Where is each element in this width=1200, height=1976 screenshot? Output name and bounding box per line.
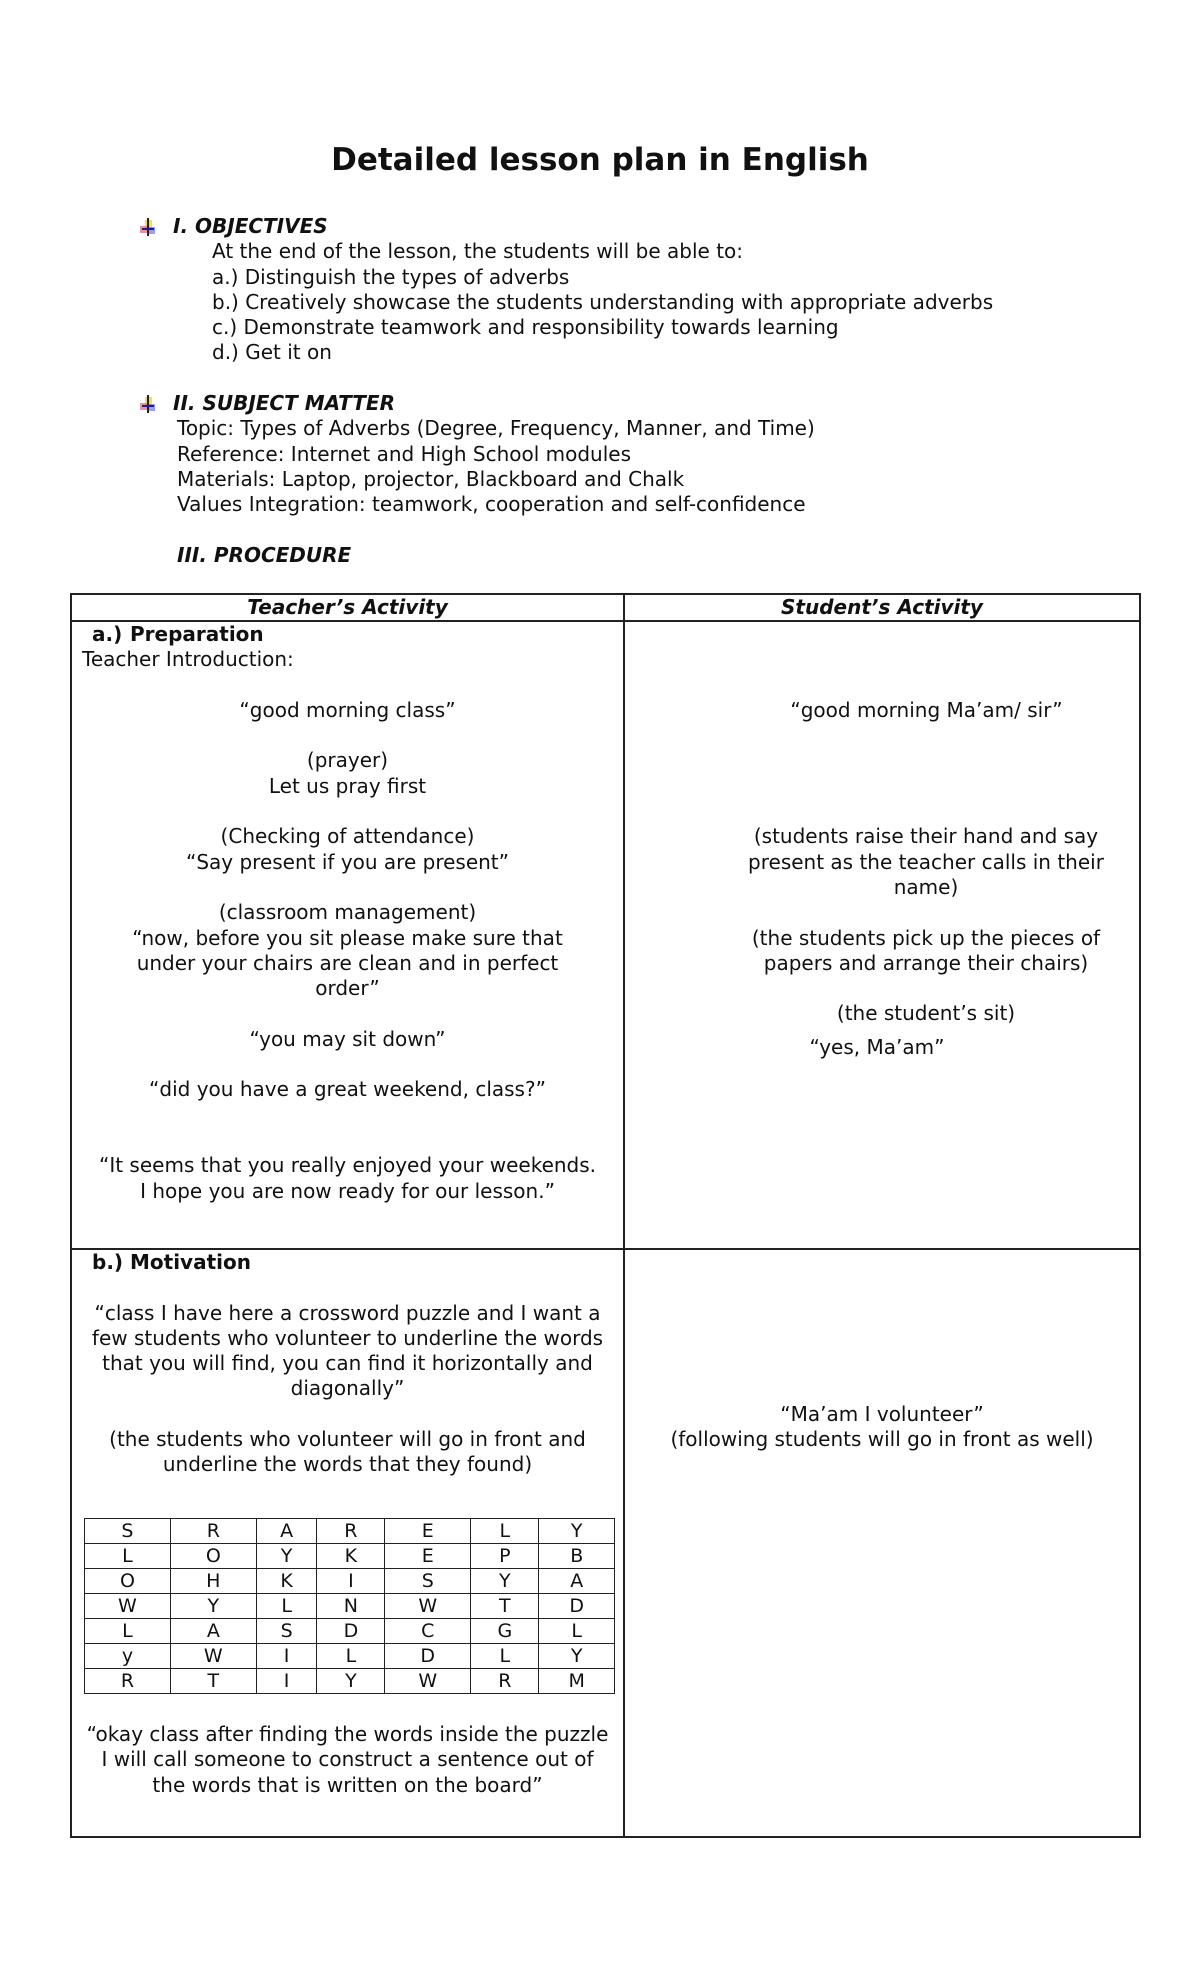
teacher-activity-header: Teacher’s Activity xyxy=(71,594,624,621)
subject-matter-body xyxy=(140,416,815,517)
student-management: (the students pick up the pieces of papers and arrange their chairs) xyxy=(751,925,1101,975)
puzzle-letter-cell: R xyxy=(85,1668,171,1693)
puzzle-row xyxy=(85,1543,615,1568)
volunteer-note: (the students who volunteer will go in front and underline the words that they found) xyxy=(109,1427,586,1477)
puzzle-row xyxy=(85,1668,615,1693)
management-tag: (classroom management) xyxy=(218,900,477,925)
objectives-heading: I. OBJECTIVES xyxy=(140,214,993,239)
subject-matter-section xyxy=(140,391,815,568)
puzzle-letter-cell: O xyxy=(170,1543,256,1568)
puzzle-letter-cell: L xyxy=(471,1643,539,1668)
student-greeting: “good morning Ma’am/ sir” xyxy=(790,697,1063,722)
puzzle-letter-cell: D xyxy=(385,1643,471,1668)
weekend-response: “It seems that you really enjoyed your weekends. I hope you are now ready for our lesson.” xyxy=(98,1153,597,1203)
puzzle-letter-cell: G xyxy=(471,1618,539,1643)
puzzle-row xyxy=(85,1568,615,1593)
puzzle-letter-cell: L xyxy=(85,1618,171,1643)
puzzle-letter-cell: Y xyxy=(317,1668,385,1693)
puzzle-letter-cell: W xyxy=(85,1593,171,1618)
puzzle-letter-cell: T xyxy=(170,1668,256,1693)
puzzle-letter-cell: T xyxy=(471,1593,539,1618)
subject-reference: Reference: Internet and High School modules xyxy=(177,441,632,466)
puzzle-letter-cell: M xyxy=(539,1668,615,1693)
puzzle-letter-cell: D xyxy=(539,1593,615,1618)
preparation-row xyxy=(71,621,1140,1249)
puzzle-letter-cell: W xyxy=(385,1593,471,1618)
objectives-section xyxy=(140,214,993,366)
puzzle-letter-cell: R xyxy=(471,1668,539,1693)
prayer-tag: (prayer) xyxy=(306,748,389,773)
puzzle-letter-cell: L xyxy=(471,1518,539,1543)
bullet-icon xyxy=(140,218,156,236)
puzzle-closing: “okay class after finding the words inside the puzzle I will call someone to construct a sentence out of the words that is written on the board” xyxy=(86,1721,609,1797)
puzzle-letter-cell: Y xyxy=(256,1543,317,1568)
subject-topic: Topic: Types of Adverbs (Degree, Frequency, Manner, and Time) xyxy=(177,416,815,441)
puzzle-letter-cell: O xyxy=(85,1568,171,1593)
puzzle-letter-cell: E xyxy=(385,1518,471,1543)
puzzle-letter-cell: E xyxy=(385,1543,471,1568)
table-header-row xyxy=(71,594,1140,621)
procedure-table xyxy=(70,593,1141,1838)
motivation-stage-label: b.) Motivation xyxy=(92,1250,251,1274)
puzzle-letter-cell: H xyxy=(170,1568,256,1593)
procedure-heading: III. PROCEDURE xyxy=(177,542,352,567)
puzzle-letter-cell: A xyxy=(256,1518,317,1543)
puzzle-letter-cell: R xyxy=(317,1518,385,1543)
puzzle-letter-cell: W xyxy=(170,1643,256,1668)
subject-materials: Materials: Laptop, projector, Blackboard and Chalk xyxy=(177,466,685,491)
objectives-intro: At the end of the lesson, the students will be able to: xyxy=(212,239,744,264)
teacher-intro-label: Teacher Introduction: xyxy=(82,647,294,672)
attendance-line: “Say present if you are present” xyxy=(185,849,510,874)
puzzle-letter-cell: I xyxy=(256,1643,317,1668)
student-weekend-answer: “yes, Ma’am” xyxy=(809,1034,945,1059)
prayer-line: Let us pray first xyxy=(268,773,427,798)
puzzle-letter-cell: L xyxy=(256,1593,317,1618)
subject-values: Values Integration: teamwork, cooperation and self-confidence xyxy=(177,492,806,517)
preparation-stage-label: a.) Preparation xyxy=(92,622,264,646)
management-line: “now, before you sit please make sure that under your chairs are clean and in perfect order” xyxy=(132,925,563,1001)
puzzle-letter-cell: I xyxy=(256,1668,317,1693)
puzzle-letter-cell: S xyxy=(85,1518,171,1543)
preparation-teacher-cell xyxy=(71,621,624,1249)
puzzle-letter-cell: L xyxy=(317,1643,385,1668)
puzzle-letter-cell: W xyxy=(385,1668,471,1693)
crossword-instruction: “class I have here a crossword puzzle and I want a few students who volunteer to underline the words that you will find, you can find it horizontally and diagonally” xyxy=(91,1300,604,1401)
preparation-student-cell xyxy=(624,621,1140,1249)
puzzle-letter-cell: y xyxy=(85,1643,171,1668)
puzzle-letter-cell: I xyxy=(317,1568,385,1593)
weekend-question: “did you have a great weekend, class?” xyxy=(149,1077,546,1102)
puzzle-letter-cell: Y xyxy=(539,1643,615,1668)
puzzle-letter-cell: K xyxy=(256,1568,317,1593)
objective-item: d.) Get it on xyxy=(212,340,332,365)
sit-line: “you may sit down” xyxy=(249,1026,446,1051)
motivation-student-cell xyxy=(624,1249,1140,1837)
puzzle-letter-cell: B xyxy=(539,1543,615,1568)
objective-item: b.) Creatively showcase the students understanding with appropriate adverbs xyxy=(212,289,994,314)
puzzle-row xyxy=(85,1643,615,1668)
puzzle-letter-cell: K xyxy=(317,1543,385,1568)
objectives-body xyxy=(140,239,993,365)
student-attendance: (students raise their hand and say present as the teacher calls in their name) xyxy=(748,824,1104,899)
puzzle-letter-cell: C xyxy=(385,1618,471,1643)
puzzle-letter-cell: N xyxy=(317,1593,385,1618)
puzzle-row xyxy=(85,1593,615,1618)
document-title: Detailed lesson plan in English xyxy=(331,142,869,178)
puzzle-letter-cell: A xyxy=(170,1618,256,1643)
motivation-row xyxy=(71,1249,1140,1837)
puzzle-letter-cell: P xyxy=(471,1543,539,1568)
student-volunteer: “Ma’am I volunteer” xyxy=(780,1401,984,1426)
puzzle-letter-cell: Y xyxy=(170,1593,256,1618)
puzzle-letter-cell: Y xyxy=(539,1518,615,1543)
objective-item: a.) Distinguish the types of adverbs xyxy=(212,264,570,289)
puzzle-letter-cell: R xyxy=(170,1518,256,1543)
objective-item: c.) Demonstrate teamwork and responsibility towards learning xyxy=(212,315,839,340)
puzzle-letter-cell: L xyxy=(539,1618,615,1643)
puzzle-letter-cell: D xyxy=(317,1618,385,1643)
puzzle-row xyxy=(85,1518,615,1543)
puzzle-letter-cell: Y xyxy=(471,1568,539,1593)
puzzle-row xyxy=(85,1618,615,1643)
bullet-icon xyxy=(140,395,156,413)
student-following: (following students will go in front as well) xyxy=(670,1427,1094,1452)
student-sit: (the student’s sit) xyxy=(836,1001,1016,1026)
puzzle-letter-cell: S xyxy=(385,1568,471,1593)
puzzle-letter-cell: L xyxy=(85,1543,171,1568)
crossword-puzzle-grid xyxy=(84,1518,615,1694)
student-activity-header: Student’s Activity xyxy=(624,594,1140,621)
attendance-tag: (Checking of attendance) xyxy=(220,824,475,849)
puzzle-letter-cell: S xyxy=(256,1618,317,1643)
subject-matter-heading: II. SUBJECT MATTER xyxy=(140,391,815,416)
motivation-teacher-cell xyxy=(71,1249,624,1837)
puzzle-letter-cell: A xyxy=(539,1568,615,1593)
teacher-greeting: “good morning class” xyxy=(239,697,456,722)
